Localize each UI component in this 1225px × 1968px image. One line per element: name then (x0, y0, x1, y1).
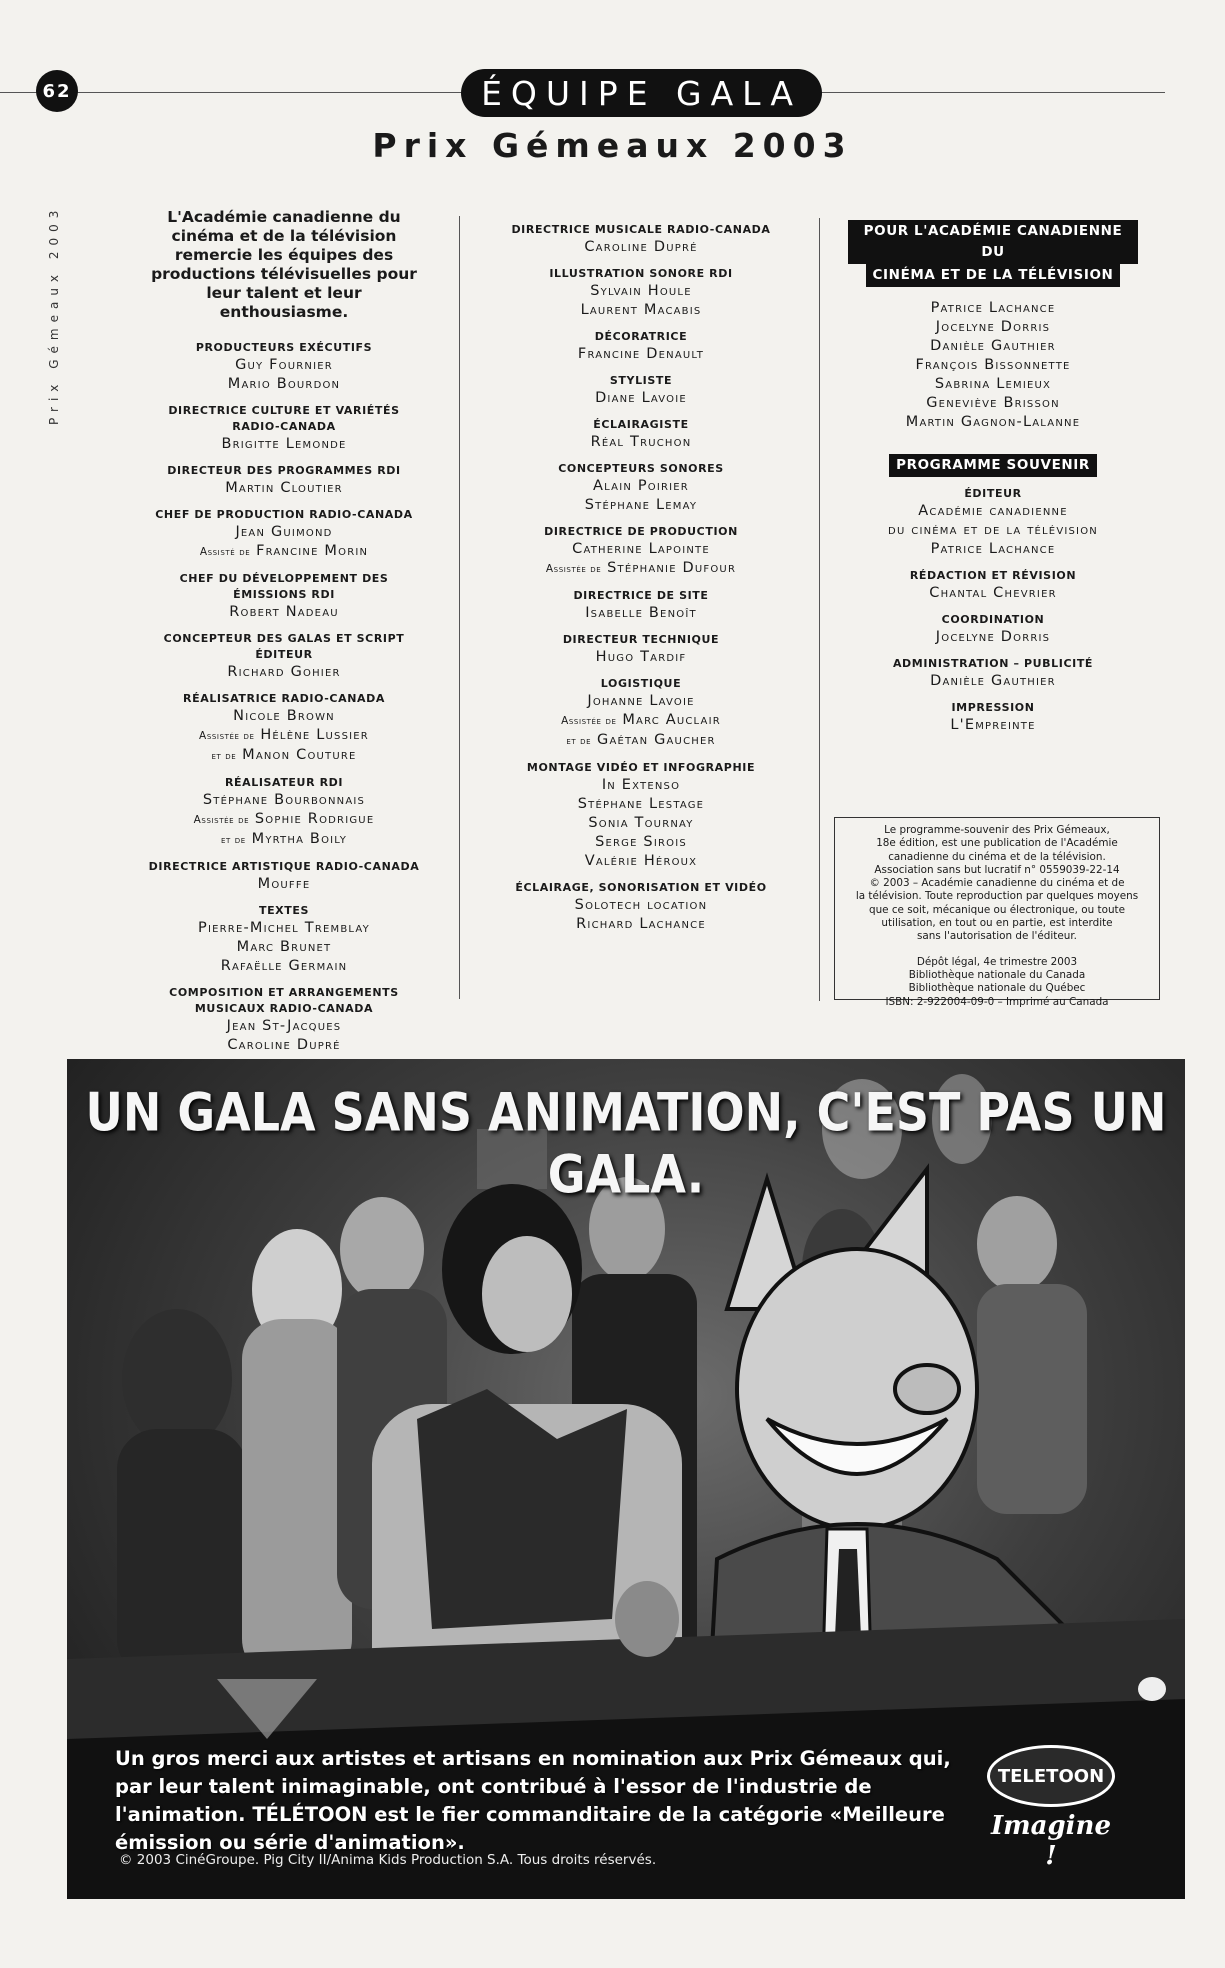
legal-line: sans l'autorisation de l'éditeur. (917, 930, 1077, 943)
credit-role: TEXTES (258, 904, 310, 917)
assistant-label: Assistée de (561, 715, 617, 727)
column-divider-2 (819, 218, 820, 1001)
credit-block (148, 691, 420, 766)
column-divider-1 (459, 216, 460, 999)
assistant-name: Myrtha Boily (251, 831, 348, 847)
credit-block (848, 486, 1138, 559)
credit-block (492, 373, 790, 408)
credit-block (492, 632, 790, 667)
legal-line: Bibliothèque nationale du Québec (908, 982, 1086, 995)
credit-block (148, 985, 420, 1055)
ad-copyright: © 2003 CinéGroupe. Pig City II/Anima Kids Production S.A. Tous droits réservés. (119, 1852, 657, 1868)
credit-block (148, 340, 420, 394)
ad-body-text: Un gros merci aux artistes et artisans en nomination aux Prix Gémeaux qui, par leur talent inimaginable, ont contribué à l'essor de l'industrie de l'animation. TÉLÉTOON est le fier commanditaire de la catégorie «Meilleure émission ou série d'animation». (115, 1747, 951, 1854)
credit-name: Pierre-Michel Tremblay (198, 920, 370, 936)
credit-names (848, 672, 1138, 691)
teletoon-logo (982, 1745, 1120, 1871)
assistant-name: Stéphanie Dufour (607, 560, 737, 576)
credits-list (492, 222, 790, 934)
credit-name: Chantal Chevrier (929, 585, 1057, 601)
credit-name: Réal Truchon (590, 434, 692, 450)
credit-names (148, 435, 420, 454)
credit-block (848, 612, 1138, 647)
credit-name: Marc Brunet (236, 939, 332, 955)
assistant-label: et de (220, 834, 246, 846)
teletoon-advertisement (67, 1059, 1185, 1899)
credit-name: Robert Nadeau (229, 604, 339, 620)
credit-name: Stéphane Lestage (577, 796, 705, 812)
academy-name: Martin Gagnon-Lalanne (905, 414, 1081, 430)
credit-role: DIRECTEUR DES PROGRAMMES RDI (167, 464, 401, 477)
assistant-name: Manon Couture (242, 747, 357, 763)
credit-name: Danièle Gauthier (930, 673, 1056, 689)
credit-name: Nicole Brown (233, 708, 335, 724)
credit-role: STYLISTE (609, 374, 673, 387)
credit-role: DIRECTEUR TECHNIQUE (562, 633, 720, 646)
credit-assistant (492, 711, 790, 731)
credit-name: Solotech location (574, 897, 708, 913)
credit-name: Caroline Dupré (584, 239, 698, 255)
credit-assistant (148, 542, 420, 562)
credit-names (492, 776, 790, 871)
credit-name: Hugo Tardif (595, 649, 687, 665)
credit-names (492, 896, 790, 934)
credit-role: ADMINISTRATION – PUBLICITÉ (892, 657, 1094, 670)
credit-name: In Extenso (601, 777, 681, 793)
legal-line: Bibliothèque nationale du Canada (908, 968, 1086, 981)
credit-name: Guy Fournier (235, 357, 333, 373)
credit-role: CONCEPTEUR DES GALAS ET SCRIPT ÉDITEUR (163, 632, 405, 661)
credit-name: Sonia Tournay (588, 815, 694, 831)
credit-name: du cinéma et de la télévision (888, 522, 1098, 538)
credit-name: Patrice Lachance (930, 541, 1056, 557)
credit-block (492, 588, 790, 623)
assistant-label: Assistée de (199, 730, 255, 742)
credit-names (848, 584, 1138, 603)
credit-name: Isabelle Benoît (585, 605, 697, 621)
credits-column-2 (492, 213, 790, 934)
credit-names (492, 604, 790, 623)
credit-names (492, 692, 790, 751)
credit-block (148, 859, 420, 894)
credit-names (148, 663, 420, 682)
credit-name: Stéphane Lemay (584, 497, 698, 513)
legal-paragraph-2 (843, 956, 1151, 1009)
credit-block (848, 700, 1138, 735)
assistant-name: Sophie Rodrigue (254, 811, 375, 827)
credit-block (492, 461, 790, 515)
assistant-name: Hélène Lussier (260, 727, 369, 743)
credit-block (492, 880, 790, 934)
credit-name: Diane Lavoie (595, 390, 687, 406)
legal-line: Dépôt légal, 4e trimestre 2003 (916, 955, 1078, 968)
credit-block (148, 571, 420, 622)
credit-names (492, 540, 790, 579)
credit-names (492, 648, 790, 667)
credit-names (148, 523, 420, 562)
credit-names (148, 919, 420, 976)
credit-role: LOGISTIQUE (600, 677, 682, 690)
credit-name: Jocelyne Dorris (935, 629, 1051, 645)
side-running-title: Prix Gémeaux 2003 (47, 204, 61, 426)
credit-role: ÉDITEUR (964, 487, 1022, 500)
credit-role: CONCEPTEURS SONORES (558, 462, 724, 475)
credit-role: CHEF DE PRODUCTION RADIO-CANADA (155, 508, 413, 521)
credit-name: Alain Poirier (593, 478, 689, 494)
credit-block (492, 266, 790, 320)
credit-names (492, 477, 790, 515)
credits-list (848, 486, 1138, 735)
credit-role: RÉALISATRICE RADIO-CANADA (183, 692, 385, 705)
credit-role: RÉALISATEUR RDI (224, 776, 344, 789)
credit-name: Valérie Héroux (584, 853, 698, 869)
academy-name: Jocelyne Dorris (935, 319, 1051, 335)
intro-text: L'Académie canadienne du cinéma et de la télévision remercie les équipes des productions télévisuelles pour leur talent et leur enthousiasme. (151, 208, 417, 321)
assistant-name: Gaétan Gaucher (597, 732, 716, 748)
credit-role: ÉCLAIRAGE, SONORISATION ET VIDÉO (515, 881, 767, 894)
credit-role: DIRECTRICE MUSICALE RADIO-CANADA (511, 223, 771, 236)
credit-name: Mario Bourdon (227, 376, 341, 392)
credit-role: PRODUCTEURS EXÉCUTIFS (195, 341, 373, 354)
credit-assistant (148, 830, 420, 850)
credit-role: CHEF DU DÉVELOPPEMENT DES ÉMISSIONS RDI (179, 572, 389, 601)
credit-names (492, 282, 790, 320)
credit-name: Académie canadienne (918, 503, 1068, 519)
credit-assistant (148, 746, 420, 766)
legal-line: canadienne du cinéma et de la télévision. (888, 850, 1106, 863)
credit-assistant (148, 726, 420, 746)
credit-role: RÉDACTION ET RÉVISION (909, 569, 1077, 582)
credit-block (492, 417, 790, 452)
credit-names (148, 707, 420, 766)
credit-name: Richard Gohier (227, 664, 341, 680)
credit-name: Francine Denault (577, 346, 705, 362)
credit-name: Catherine Lapointe (572, 541, 710, 557)
academy-name: Geneviève Brisson (926, 395, 1060, 411)
academy-name: Danièle Gauthier (930, 338, 1056, 354)
legal-paragraph-1 (843, 824, 1151, 944)
credit-role: DIRECTRICE DE PRODUCTION (544, 525, 738, 538)
credit-block (148, 903, 420, 976)
credit-role: DIRECTRICE DE SITE (573, 589, 709, 602)
credit-names (848, 502, 1138, 559)
credit-block (148, 775, 420, 850)
credit-name: Rafaëlle Germain (220, 958, 348, 974)
credit-block (492, 222, 790, 257)
legal-line: la télévision. Toute reproduction par quelques moyens (855, 890, 1139, 903)
credit-role: ILLUSTRATION SONORE RDI (549, 267, 733, 280)
credit-assistant (148, 810, 420, 830)
credit-names (148, 603, 420, 622)
credit-block (148, 507, 420, 562)
credit-names (148, 875, 420, 894)
credit-role: COMPOSITION ET ARRANGEMENTS MUSICAUX RADIO-CANADA (169, 986, 399, 1015)
credit-block (492, 760, 790, 871)
credit-name: Laurent Macabis (580, 302, 702, 318)
credit-role: ÉCLAIRAGISTE (593, 418, 689, 431)
teletoon-logo-oval: TELETOON (987, 1745, 1115, 1807)
legal-notice (834, 817, 1160, 1008)
credit-name: Jean Guimond (235, 524, 333, 540)
assistant-label: Assistée de (545, 563, 602, 575)
program-heading: PROGRAMME SOUVENIR (889, 454, 1097, 477)
academy-names (848, 299, 1138, 432)
credit-name: Stéphane Bourbonnais (202, 792, 366, 808)
teletoon-tagline: Imagine ! (990, 1811, 1112, 1871)
credit-name: Sylvain Houle (590, 283, 692, 299)
legal-line: Association sans but lucratif n° 0559039-22-14 (874, 863, 1120, 876)
assistant-name: Marc Auclair (622, 712, 721, 728)
legal-line: que ce soit, mécanique ou électronique, ou toute (868, 903, 1126, 916)
credit-name: Johanne Lavoie (587, 693, 695, 709)
academy-name: Patrice Lachance (930, 300, 1056, 316)
ad-headline: UN GALA SANS ANIMATION, C'EST PAS UN GALA. (85, 1080, 1167, 1206)
legal-line: Le programme-souvenir des Prix Gémeaux, (884, 824, 1110, 836)
page-title: ÉQUIPE GALA (461, 69, 822, 117)
credit-names (492, 389, 790, 408)
credit-role: MONTAGE VIDÉO ET INFOGRAPHIE (526, 761, 756, 774)
program-heading-wrap (848, 454, 1138, 477)
credit-names (492, 345, 790, 364)
academy-heading-line-2: CINÉMA ET DE LA TÉLÉVISION (866, 264, 1121, 287)
credit-role: DÉCORATRICE (594, 330, 688, 343)
credit-block (848, 568, 1138, 603)
credit-block (492, 524, 790, 579)
academy-heading (848, 220, 1138, 287)
credit-names (848, 716, 1138, 735)
credit-block (148, 403, 420, 454)
credit-name: Brigitte Lemonde (221, 436, 347, 452)
credit-names (148, 479, 420, 498)
credit-names (148, 356, 420, 394)
credit-role: DIRECTRICE CULTURE ET VARIÉTÉS RADIO-CANADA (168, 404, 400, 433)
credit-role: DIRECTRICE ARTISTIQUE RADIO-CANADA (148, 860, 420, 873)
credit-name: L'Empreinte (950, 717, 1036, 733)
legal-line: 18e édition, est une publication de l'Académie (876, 837, 1118, 850)
credit-assistant (492, 559, 790, 579)
legal-line: utilisation, en tout ou en partie, est interdite (881, 917, 1113, 930)
credit-names (148, 791, 420, 850)
credit-name: Caroline Dupré (227, 1037, 341, 1053)
credit-assistant (492, 731, 790, 751)
credit-block (148, 631, 420, 682)
legal-line: ISBN: 2-922004-09-0 – Imprimé au Canada (885, 995, 1109, 1008)
assistant-label: et de (566, 735, 592, 747)
academy-name: François Bissonnette (915, 357, 1071, 373)
credit-role: IMPRESSION (951, 701, 1035, 714)
credit-names (848, 628, 1138, 647)
credit-name: Jean St-Jacques (226, 1018, 342, 1034)
academy-heading-line-1: POUR L'ACADÉMIE CANADIENNE DU (848, 220, 1138, 264)
assistant-label: Assistée de (193, 814, 250, 826)
assistant-label: Assisté de (199, 546, 251, 558)
academy-name: Sabrina Lemieux (934, 376, 1052, 392)
credit-name: Richard Lachance (576, 916, 706, 932)
credit-names (492, 433, 790, 452)
page-subtitle: Prix Gémeaux 2003 (372, 126, 853, 165)
credits-list (148, 340, 420, 1055)
credit-block (848, 656, 1138, 691)
credit-name: Serge Sirois (595, 834, 687, 850)
credit-names (492, 238, 790, 257)
page-number: 62 (36, 70, 78, 112)
assistant-name: Francine Morin (256, 543, 369, 559)
credit-role: COORDINATION (941, 613, 1045, 626)
credit-block (492, 329, 790, 364)
assistant-label: et de (211, 750, 237, 762)
legal-line: © 2003 – Académie canadienne du cinéma et de (869, 877, 1125, 890)
credit-block (148, 463, 420, 498)
credit-names (148, 1017, 420, 1055)
credit-block (492, 676, 790, 751)
credits-column-1 (148, 208, 420, 1055)
credits-column-3 (848, 220, 1138, 735)
credit-name: Martin Cloutier (225, 480, 343, 496)
credit-name: Mouffe (257, 876, 311, 892)
